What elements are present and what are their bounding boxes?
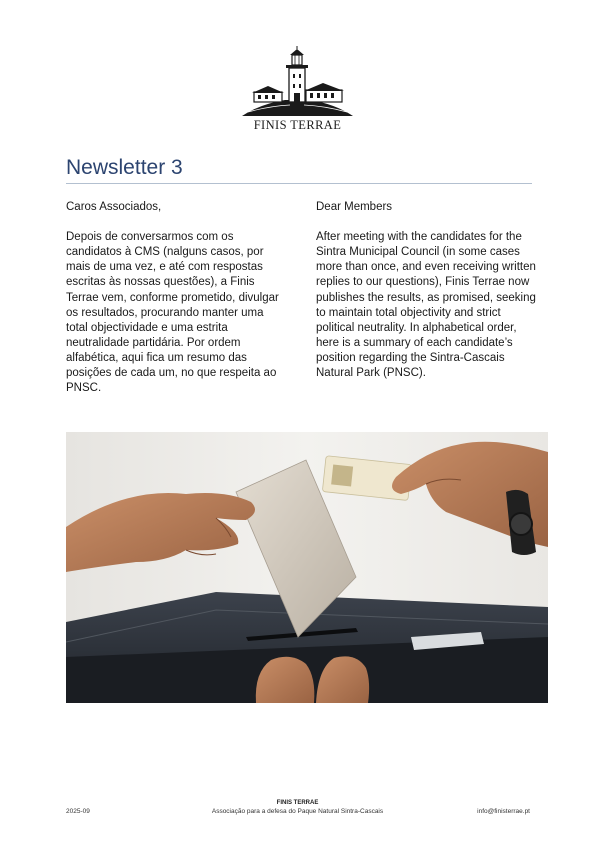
body-en: After meeting with the candidates for the Sintra Municipal Council (in some cases more than once, and even receiving written replies to our questions), Finis Terrae now publishes the results, as promised, seeking to maintain total objectivity and strict political neutrality. In alphabetical order, here is a summary of each candidate’s position regarding the Sintra-Cascais Natural Park (PNSC).: [316, 231, 536, 380]
footer-subtitle: Associação para a defesa do Paque Natural Sintra-Cascais: [211, 808, 384, 815]
body-pt: Depois de conversarmos com os candidatos à CMS (nalguns casos, por mais de uma vez, e até com respostas escritas às nossas questões), a Finis Terrae vem, conforme prometido, divulgar os resultados, procurando manter uma total objectividade e uma estrita neutralidade partidária. Por ordem alfabética, aqui fica um resumo das posições de cada um, no que respeita ao PNSC.: [66, 231, 279, 395]
ballot-box-voting-photo: [66, 432, 548, 703]
greeting-en: Dear Members: [316, 201, 393, 213]
page-title: Newsletter 3: [66, 156, 183, 179]
column-english: [316, 200, 538, 381]
logo: [240, 46, 355, 136]
footer-date: 2025-09: [66, 808, 90, 815]
lighthouse-icon: [240, 46, 355, 118]
logo-text: FINIS TERRAE: [253, 118, 342, 132]
footer-email[interactable]: info@finisterrae.pt: [477, 808, 530, 815]
footer-brand: FINIS TERRAE: [276, 800, 319, 806]
title-divider: [66, 183, 532, 184]
column-portuguese: [66, 200, 288, 396]
greeting-pt: Caros Associados,: [66, 201, 162, 213]
